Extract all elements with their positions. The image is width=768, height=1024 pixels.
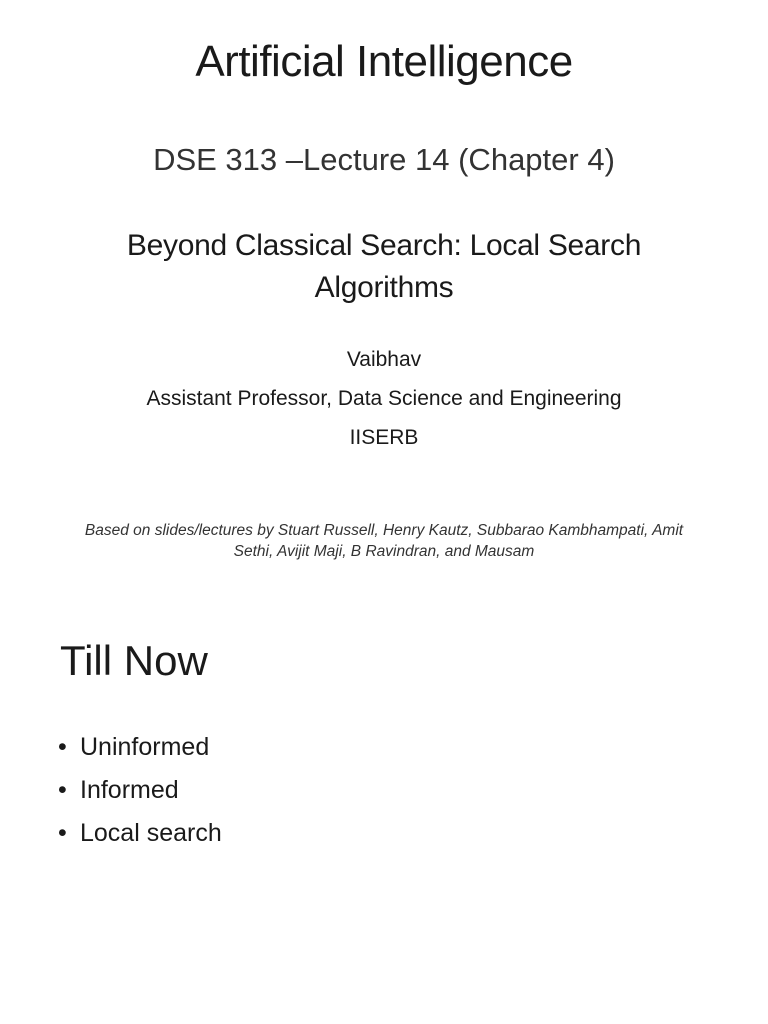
bullet-icon: • [58, 733, 67, 761]
author-institute: IISERB [349, 426, 419, 449]
bullet-item [58, 726, 222, 769]
lecture-subtitle: DSE 313 –Lecture 14 (Chapter 4) [153, 142, 615, 177]
author-position: Assistant Professor, Data Science and Engineering [146, 387, 622, 410]
bullet-text: Uninformed [80, 733, 210, 761]
author-name: Vaibhav [346, 348, 422, 371]
bullet-text: Local search [80, 819, 222, 847]
slide-till-now [0, 590, 768, 1024]
topic-line-2: Algorithms [314, 271, 454, 304]
slide-credits [40, 520, 728, 562]
bullet-list [58, 726, 222, 855]
bullet-text: Informed [80, 776, 179, 804]
topic-line-1: Beyond Classical Search: Local Search [126, 229, 642, 262]
bullet-item [58, 812, 222, 855]
slide-title: Artificial Intelligence [195, 37, 573, 86]
bullet-item [58, 769, 222, 812]
bullet-icon: • [58, 776, 67, 804]
credits-line-2: Sethi, Avijit Maji, B Ravindran, and Mausam [233, 543, 535, 560]
credits-line-1: Based on slides/lectures by Stuart Russell, Henry Kautz, Subbarao Kambhampati, Amit [84, 522, 684, 539]
lecture-topic [0, 225, 768, 309]
bullet-icon: • [58, 819, 67, 847]
slide-heading: Till Now [60, 637, 208, 684]
